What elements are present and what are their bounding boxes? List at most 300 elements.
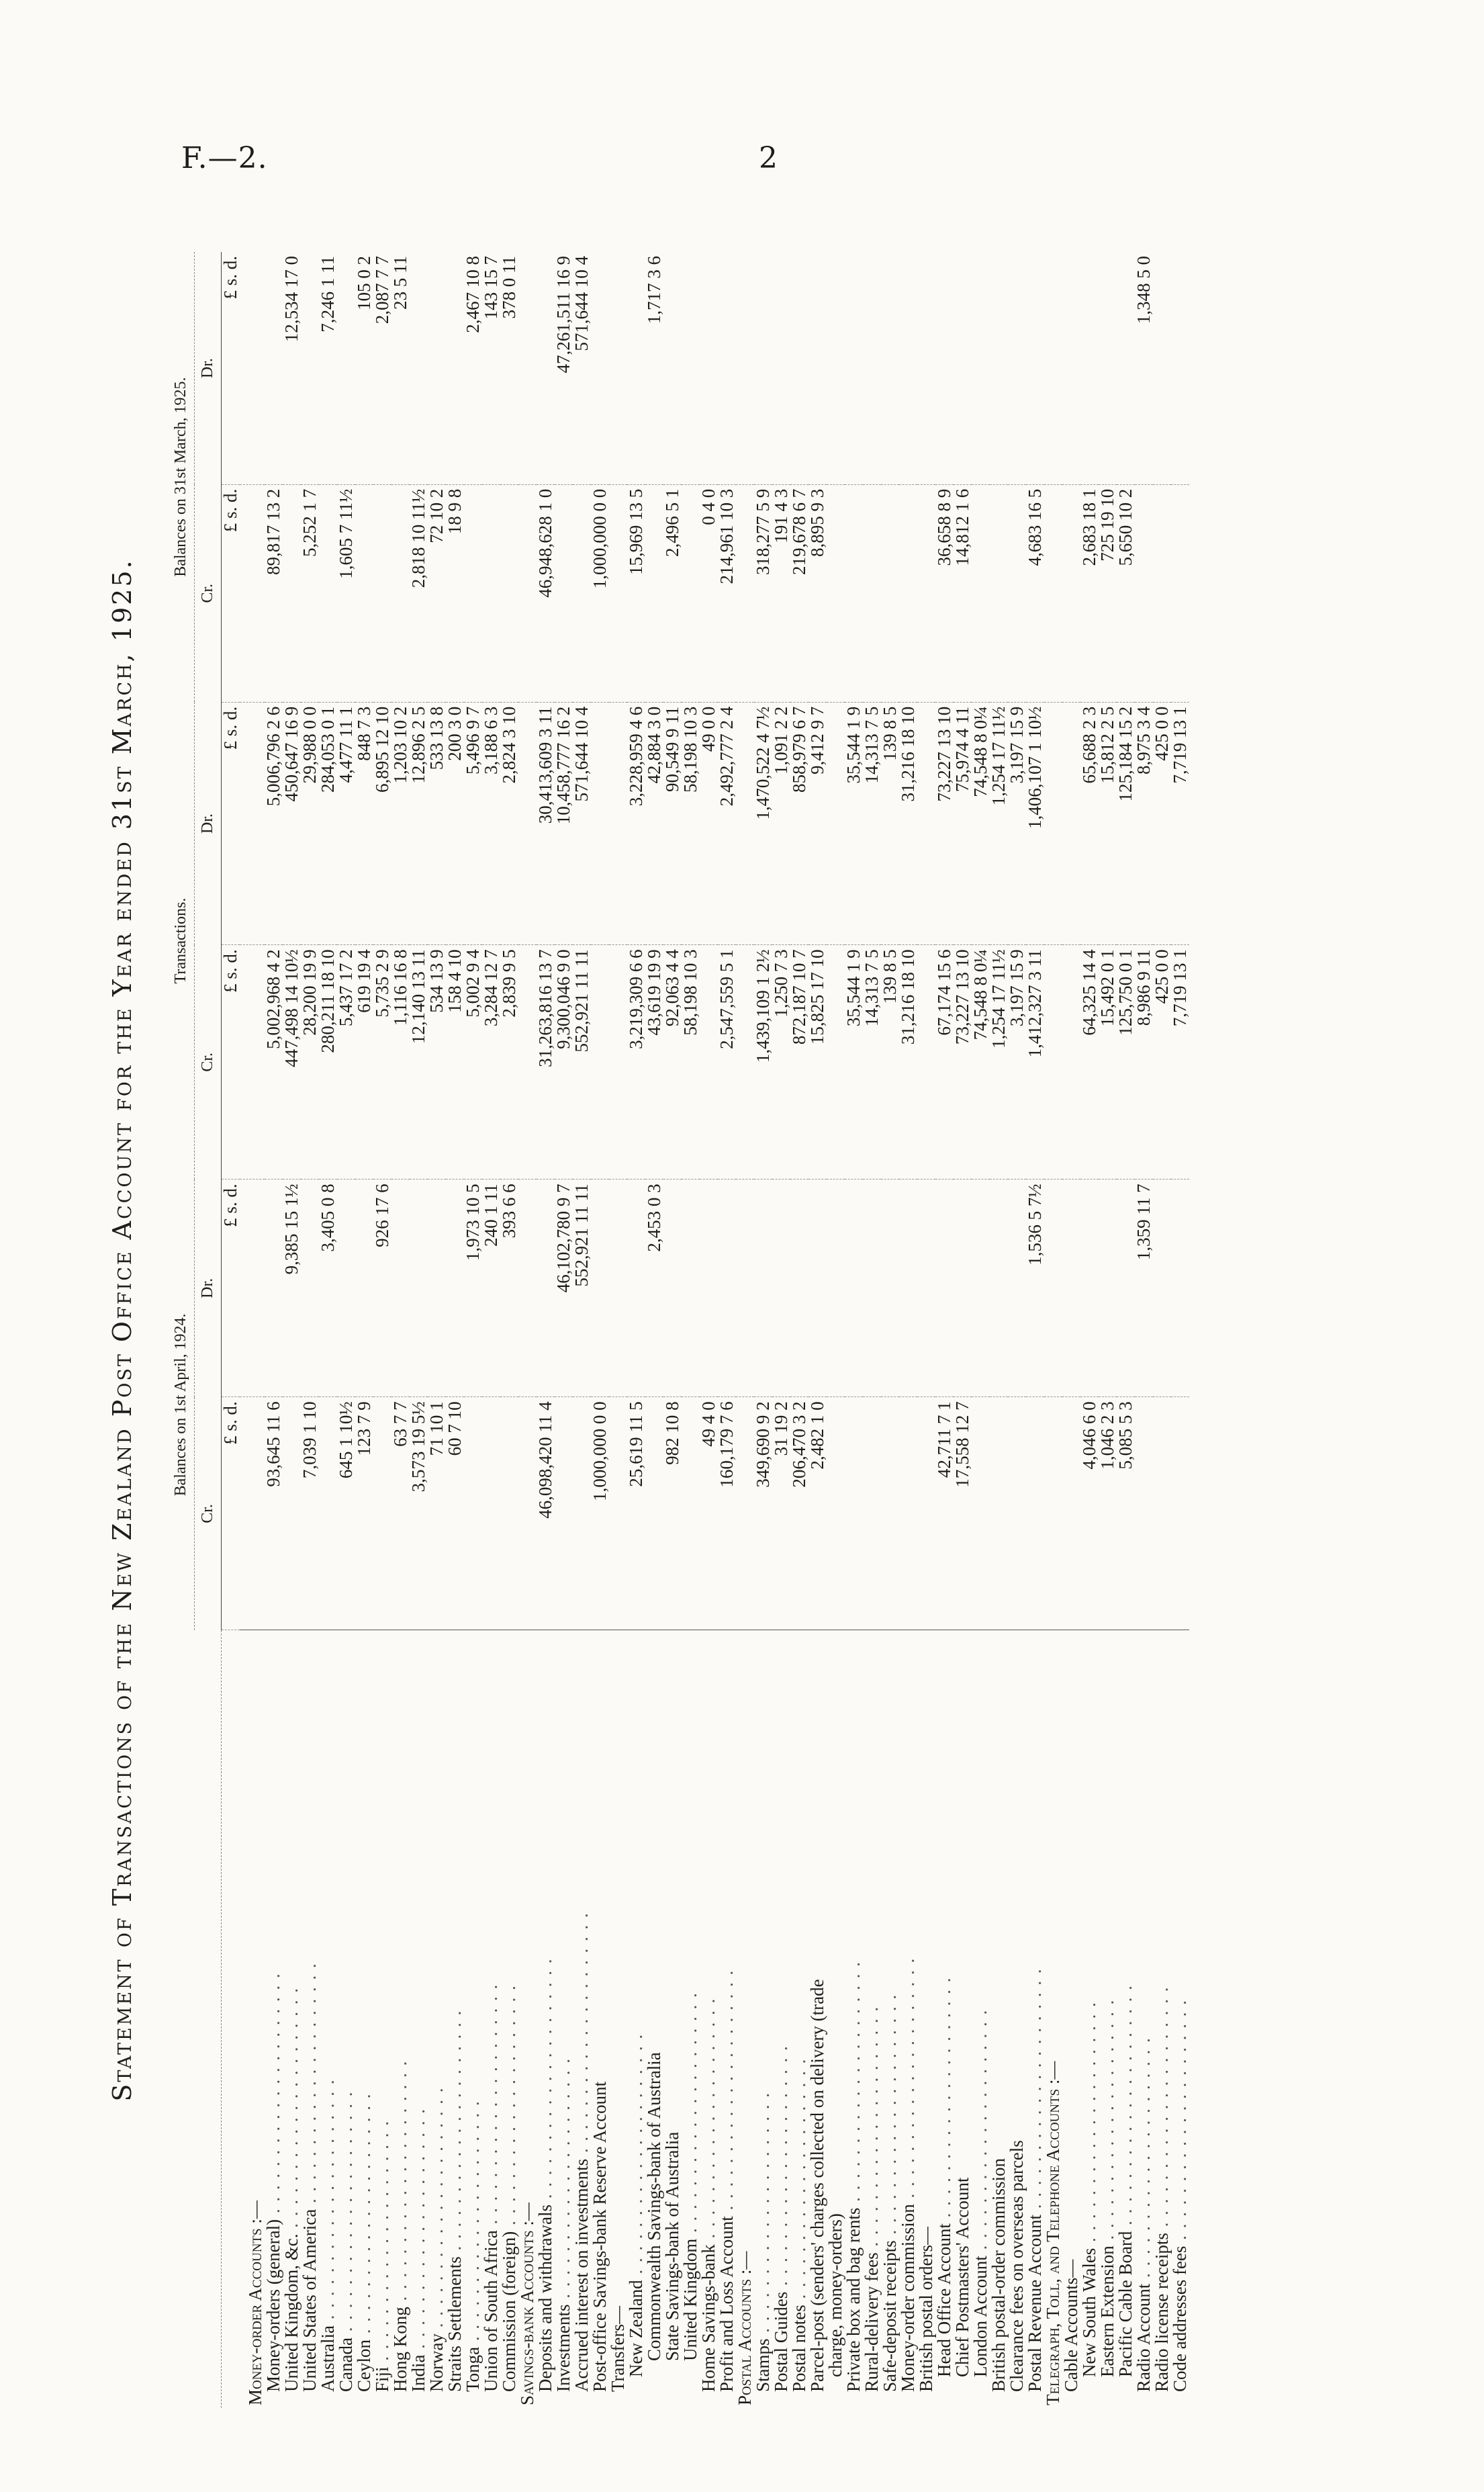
row-label-text: United States of America . . . [299,1962,320,2392]
row-label-text: Profit and Loss Account . . . [716,1969,737,2392]
amount-cell [790,1180,808,1397]
row-label [1026,1630,1044,2408]
amount-cell: 10,458,777 16 2 [555,702,573,945]
row-label [1153,1630,1171,2408]
amount-cell: 982 10 8 [663,1397,682,1630]
amount-cell: 1,116 16 8 [391,945,410,1180]
amount-cell: 25,619 11 5 [627,1397,645,1630]
amount-cell [1135,1397,1153,1630]
row-label-text: Post-office Savings-bank Reserve Account [590,2081,610,2392]
row-label [1062,1630,1080,2408]
statement-landscape [67,232,1424,2428]
row-label-text: Postal Revenue Account . . . [1025,1968,1045,2392]
amount-cell [863,1180,881,1397]
row-label [899,1630,917,2408]
amount-cell: 378 0 11 [500,252,518,484]
amount-cell: 645 1 10½ [337,1397,355,1630]
table-row [240,252,265,2408]
amount-cell [754,252,772,484]
row-label [1135,1630,1153,2408]
table-row [1117,252,1135,2408]
amount-cell [827,1180,845,1397]
table-row [682,252,700,2408]
table-row [391,252,410,2408]
unit-label: £ s. d. [222,252,240,484]
amount-cell: 35,544 1 9 [845,945,863,1180]
document-code: F.—2. [181,141,268,175]
amount-cell [736,252,754,484]
row-label-text: Commonwealth Savings-bank of Australia [644,2052,664,2361]
row-label-text: Head Office Account . . . [934,1977,954,2377]
row-label-text: Eastern Extension . . . [1097,1999,1117,2377]
balances-1924-header: Balances on 1st April, 1924. [168,1180,195,1630]
table-row [518,252,537,2408]
amount-cell [845,252,863,484]
table-row [736,252,754,2408]
amount-cell [990,484,1008,702]
row-label [355,1630,373,2408]
amount-cell [917,945,935,1180]
amount-cell [881,252,899,484]
amount-cell: 60 7 10 [446,1397,464,1630]
row-label-text: Code addresses fees . . . [1170,1999,1190,2392]
amount-cell: 284,053 0 1 [319,702,337,945]
amount-cell: 1,439,109 1 2½ [754,945,772,1180]
amount-cell: 552,921 11 11 [573,945,591,1180]
unit-label: £ s. d. [222,702,240,945]
row-label [917,1630,935,2408]
row-label-text: Fiji . . . [372,2120,392,2392]
table-row [1153,252,1171,2408]
amount-cell: 5,252 1 7 [301,484,319,702]
amount-cell: 7,719 13 1 [1171,702,1189,945]
row-label [627,1630,645,2408]
amount-cell: 8,986 9 11 [1135,945,1153,1180]
amount-cell [500,484,518,702]
row-label-text: Money-order commission . . . [898,1957,918,2392]
amount-cell: 28,200 19 9 [301,945,319,1180]
row-label-text: Transfers— [608,2306,628,2392]
amount-cell [881,1397,899,1630]
amount-cell [591,1180,609,1397]
amount-cell [446,1180,464,1397]
amount-cell: 848 7 3 [355,702,373,945]
row-label-text: Private box and bag rents . . . [843,1961,864,2392]
amount-cell: 15,825 17 10 [808,945,827,1180]
row-label-text: India . . . [408,2108,428,2392]
amount-cell [954,1180,972,1397]
row-label-text: Union of South Africa . . . [481,1984,501,2392]
table-row [446,252,464,2408]
amount-cell: 318,277 5 9 [754,484,772,702]
amount-cell [1008,1397,1026,1630]
amount-cell: 8,895 9 3 [808,484,827,702]
amount-cell [373,1397,391,1630]
amount-cell [410,1180,428,1397]
amount-cell [682,1180,700,1397]
amount-cell [682,252,700,484]
amount-cell: 49 0 0 [700,702,718,945]
row-label [573,1630,591,2408]
amount-cell: 214,961 10 3 [718,484,736,702]
amount-cell [663,1180,682,1397]
amount-cell: 12,534 17 0 [283,252,301,484]
amount-cell [736,702,754,945]
row-label-text: Safe-deposit receipts . . . [880,1994,900,2392]
amount-cell [736,1180,754,1397]
amount-cell [609,252,627,484]
amount-cell: 12,140 13 11 [410,945,428,1180]
row-label-text: State Savings-bank of Australia [662,2131,682,2361]
amount-cell: 5,002,968 4 2 [265,945,283,1180]
amount-cell: 7,719 13 1 [1171,945,1189,1180]
amount-cell: 139 8 5 [881,945,899,1180]
row-label [663,1630,682,2408]
row-label [790,1630,808,2408]
row-label-text: Telegraph, Toll, and Telephone Accounts :— [1043,2061,1063,2405]
table-row [337,252,355,2408]
row-label [1117,1630,1135,2408]
amount-cell [1008,484,1026,702]
amount-cell [899,1180,917,1397]
table-row [410,252,428,2408]
amount-cell [609,1180,627,1397]
amount-cell [972,252,990,484]
amount-cell [482,484,500,702]
row-label [808,1630,827,2408]
amount-cell [935,252,954,484]
amount-cell [518,252,537,484]
amount-cell: 125,184 15 2 [1117,702,1135,945]
row-label-text: Tonga . . . [463,2100,483,2392]
page-number: 2 [759,141,778,175]
description-column-header [168,1630,222,2408]
unit-row-spacer [222,1630,240,2408]
row-label-text: Pacific Cable Board . . . [1115,1984,1135,2377]
amount-cell [899,484,917,702]
amount-cell [1099,252,1117,484]
row-label [500,1630,518,2408]
row-label [537,1630,555,2408]
table-row [845,252,863,2408]
amount-cell: 1,412,327 3 11 [1026,945,1044,1180]
row-label [301,1630,319,2408]
amount-cell [845,1180,863,1397]
amount-cell: 9,300,046 9 0 [555,945,573,1180]
row-label [373,1630,391,2408]
amount-cell: 425 0 0 [1153,945,1171,1180]
amount-cell [573,1397,591,1630]
table-row [283,252,301,2408]
table-body [240,252,1189,2408]
amount-cell: 31,263,816 13 7 [537,945,555,1180]
transactions-header: Transactions. [168,702,195,1180]
amount-cell: 31,216 18 10 [899,702,917,945]
amount-cell [1153,1180,1171,1397]
amount-cell [591,945,609,1180]
amount-cell [718,1180,736,1397]
amount-cell [1044,945,1062,1180]
row-label [972,1630,990,2408]
amount-cell [917,252,935,484]
row-label [954,1630,972,2408]
amount-cell [1044,252,1062,484]
row-label [863,1630,881,2408]
row-label-text: British postal orders— [916,2227,936,2392]
amount-cell [301,1180,319,1397]
amount-cell [917,1397,935,1630]
amount-cell [240,945,265,1180]
amount-cell [754,1180,772,1397]
amount-cell: 2,496 5 1 [663,484,682,702]
table-row [537,252,555,2408]
amount-cell [1062,1397,1080,1630]
amount-cell: 71 10 1 [428,1397,446,1630]
amount-cell [464,1397,482,1630]
amount-cell [240,702,265,945]
amount-cell: 534 13 9 [428,945,446,1180]
table-row [555,252,573,2408]
amount-cell [265,252,283,484]
row-label [736,1630,754,2408]
amount-cell: 1,091 2 2 [772,702,790,945]
amount-cell: 46,098,420 11 4 [537,1397,555,1630]
trans-dr-header: Dr. [195,702,222,945]
row-label-text: Parcel-post (senders' charges collected on delivery (trade [807,1979,827,2392]
balances-1925-header: Balances on 31st March, 1925. [168,252,195,702]
amount-cell: 725 19 10 [1099,484,1117,702]
table-row [808,252,827,2408]
amount-cell: 447,498 14 10½ [283,945,301,1180]
amount-cell [391,1180,410,1397]
amount-cell: 67,174 15 6 [935,945,954,1180]
amount-cell [337,1180,355,1397]
amount-cell: 206,470 3 2 [790,1397,808,1630]
amount-cell [845,1397,863,1630]
amount-cell: 2,482 1 0 [808,1397,827,1630]
amount-cell [265,1180,283,1397]
amount-cell: 1,717 3 6 [645,252,663,484]
table-row [1008,252,1026,2408]
amount-cell [1008,252,1026,484]
amount-cell: 30,413,609 3 11 [537,702,555,945]
amount-cell [899,252,917,484]
amount-cell: 14,313 7 5 [863,702,881,945]
amount-cell [827,945,845,1180]
row-label-text: Investments . . . [553,2057,573,2392]
table-row [663,252,682,2408]
amount-cell: 6,895 12 10 [373,702,391,945]
row-label [464,1630,482,2408]
amount-cell: 3,188 6 3 [482,702,500,945]
unit-label: £ s. d. [222,1180,240,1397]
amount-cell [240,484,265,702]
table-row [1135,252,1153,2408]
amount-cell: 1,046 2 3 [1099,1397,1117,1630]
amount-cell [283,484,301,702]
amount-cell [518,945,537,1180]
amount-cell [609,484,627,702]
row-label-text: Postal notes . . . [789,2058,809,2392]
amount-cell: 73,227 13 10 [935,702,954,945]
amount-cell: 926 17 6 [373,1180,391,1397]
amount-cell: 90,549 9 11 [663,702,682,945]
amount-cell [990,252,1008,484]
amount-cell [240,252,265,484]
row-label [700,1630,718,2408]
amount-cell [1044,484,1062,702]
row-label [881,1630,899,2408]
amount-cell [972,1397,990,1630]
row-label [718,1630,736,2408]
row-label [609,1630,627,2408]
amount-cell: 58,198 10 3 [682,702,700,945]
amount-cell: 74,548 8 0¼ [972,945,990,1180]
row-label [845,1630,863,2408]
table-row [1080,252,1099,2408]
amount-cell: 571,644 10 4 [573,252,591,484]
amount-cell [518,1397,537,1630]
amount-cell [1099,1180,1117,1397]
row-label-text: Savings-bank Accounts :— [517,2202,537,2405]
amount-cell [573,484,591,702]
amount-cell [1044,1397,1062,1630]
amount-cell: 89,817 13 2 [265,484,283,702]
amount-cell [518,484,537,702]
amount-cell: 2,467 10 8 [464,252,482,484]
amount-cell [881,484,899,702]
amount-cell: 58,198 10 3 [682,945,700,1180]
amount-cell [845,484,863,702]
table-row [627,252,645,2408]
amount-cell [240,1180,265,1397]
table-row [700,252,718,2408]
amount-cell [917,702,935,945]
amount-cell [736,484,754,702]
amount-cell: 75,974 4 11 [954,702,972,945]
amount-cell [663,252,682,484]
row-label [827,1630,845,2408]
table-row [899,252,917,2408]
row-label-text: New Zealand . . . [626,2033,646,2377]
amount-cell [240,1397,265,1630]
table-row [573,252,591,2408]
unit-label: £ s. d. [222,1397,240,1630]
amount-cell: 240 1 11 [482,1180,500,1397]
bal1925-dr-header: Dr. [195,252,222,484]
amount-cell: 49 4 0 [700,1397,718,1630]
amount-cell: 4,477 11 1 [337,702,355,945]
amount-cell [1080,252,1099,484]
bal1924-cr-header: Cr. [195,1397,222,1630]
row-label [428,1630,446,2408]
amount-cell [772,1180,790,1397]
amount-cell [827,252,845,484]
amount-cell: 139 8 5 [881,702,899,945]
row-label [682,1630,700,2408]
amount-cell [827,484,845,702]
amount-cell [1171,484,1189,702]
amount-cell: 18 9 8 [446,484,464,702]
amount-cell [1171,1397,1189,1630]
amount-cell: 219,678 6 7 [790,484,808,702]
amount-cell: 35,544 1 9 [845,702,863,945]
row-label-text: Ceylon . . . [354,2093,374,2393]
trans-cr-header: Cr. [195,945,222,1180]
amount-cell: 65,688 2 3 [1080,702,1099,945]
amount-cell: 872,187 10 7 [790,945,808,1180]
amount-cell: 280,211 18 10 [319,945,337,1180]
amount-cell: 533 13 8 [428,702,446,945]
amount-cell [464,484,482,702]
table-row [319,252,337,2408]
amount-cell: 0 4 0 [700,484,718,702]
amount-cell [1062,252,1080,484]
amount-cell: 552,921 11 11 [573,1180,591,1397]
amount-cell: 29,988 0 0 [301,702,319,945]
amount-cell [428,252,446,484]
amount-cell: 23 5 11 [391,252,410,484]
row-label [265,1630,283,2408]
amount-cell: 42,884 3 0 [645,702,663,945]
transactions-table [168,252,1189,2408]
amount-cell: 1,470,522 4 7½ [754,702,772,945]
amount-cell: 3,219,309 6 6 [627,945,645,1180]
amount-cell: 31,216 18 10 [899,945,917,1180]
row-label-text: Canada . . . [336,2091,356,2392]
amount-cell: 5,496 9 7 [464,702,482,945]
row-label-text: Cable Accounts— [1061,2259,1081,2392]
amount-cell: 3,573 19 5½ [410,1397,428,1630]
table-row [355,252,373,2408]
amount-cell [990,1180,1008,1397]
amount-cell: 1,536 5 7½ [1026,1180,1044,1397]
row-label-text: Hong Kong . . . [390,2060,410,2392]
amount-cell [1117,1180,1135,1397]
amount-cell: 4,683 16 5 [1026,484,1044,702]
amount-cell: 393 6 6 [500,1180,518,1397]
row-label [1080,1630,1099,2408]
row-label [645,1630,663,2408]
amount-cell: 160,179 7 6 [718,1397,736,1630]
amount-cell [500,1397,518,1630]
statement-title: Statement of Transactions of the New Zealand Post Office Account for the Year ended 31st March, 1925. [107,558,137,2102]
row-label [391,1630,410,2408]
table-row [645,252,663,2408]
amount-cell: 92,063 4 4 [663,945,682,1180]
amount-cell [591,702,609,945]
amount-cell [772,252,790,484]
table-row [1026,252,1044,2408]
amount-cell [609,1397,627,1630]
amount-cell: 619 19 4 [355,945,373,1180]
row-label [591,1630,609,2408]
amount-cell: 3,197 15 9 [1008,702,1026,945]
amount-cell [609,945,627,1180]
amount-cell [1153,252,1171,484]
amount-cell [627,252,645,484]
table-row [881,252,899,2408]
row-label-text: Radio Account . . . [1133,2037,1154,2392]
amount-cell [682,1397,700,1630]
row-label [446,1630,464,2408]
amount-cell: 2,547,559 5 1 [718,945,736,1180]
amount-cell: 4,046 6 0 [1080,1397,1099,1630]
row-label-text: charge, money-orders) [825,2213,845,2377]
table-row [591,252,609,2408]
amount-cell [827,702,845,945]
amount-cell: 93,645 11 6 [265,1397,283,1630]
